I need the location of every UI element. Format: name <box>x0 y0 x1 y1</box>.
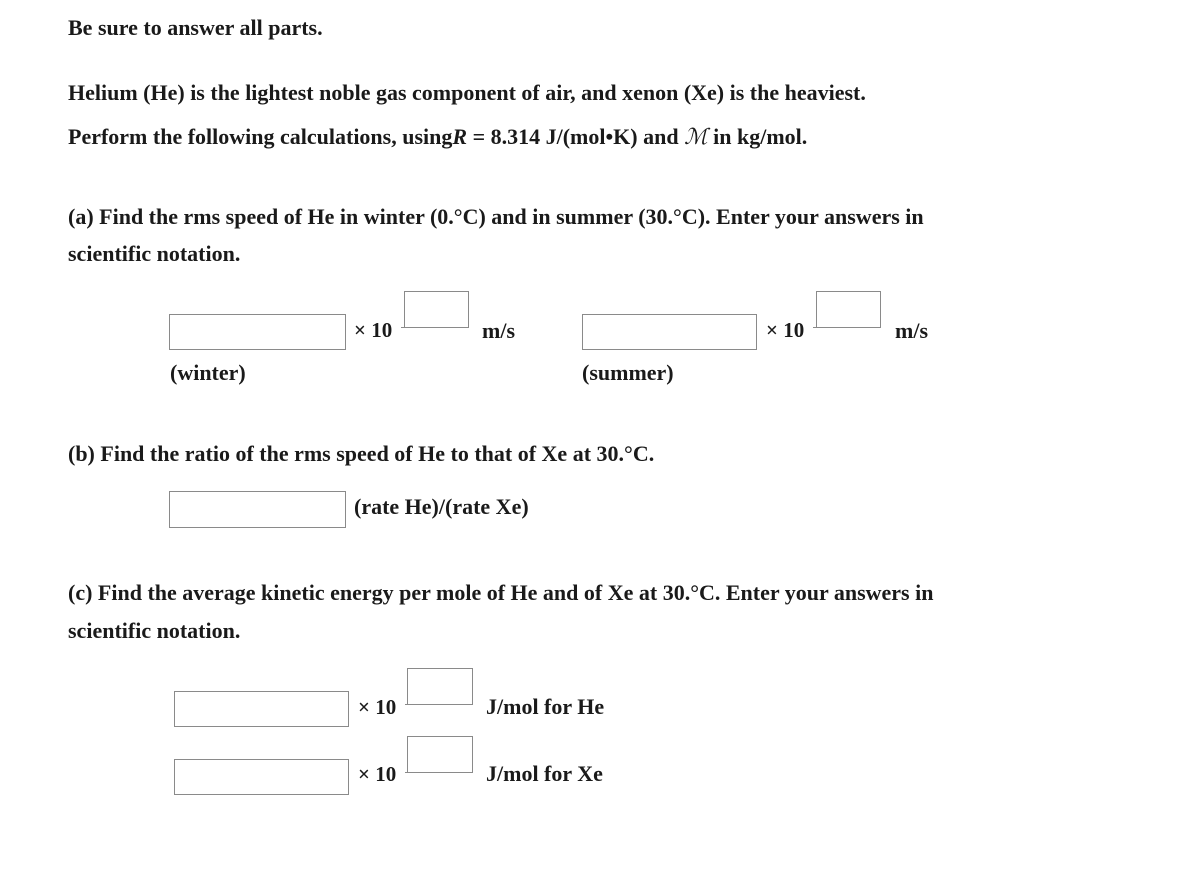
intro-line-2 <box>68 124 807 150</box>
xe-times-ten: × 10 <box>358 762 397 786</box>
he-mantissa-input[interactable] <box>174 691 349 727</box>
intro-line-1: Helium (He) is the lightest noble gas component of air, and xenon (Xe) is the heaviest. <box>68 80 866 105</box>
xe-exponent-input[interactable] <box>407 736 473 773</box>
ratio-unit: (rate He)/(rate Xe) <box>354 494 529 519</box>
winter-times-ten: × 10 <box>354 318 393 342</box>
part-b-question: (b) Find the ratio of the rms speed of He to that of Xe at 30.°C. <box>68 441 655 466</box>
part-a-question-line-2: scientific notation. <box>68 241 241 266</box>
ratio-input[interactable] <box>169 491 346 528</box>
summer-exponent-input[interactable] <box>816 291 881 328</box>
winter-mantissa-input[interactable] <box>169 314 346 350</box>
he-unit: J/mol for He <box>486 694 605 719</box>
summer-label: (summer) <box>582 360 674 385</box>
gas-constant-symbol: R <box>452 124 468 149</box>
xe-unit: J/mol for Xe <box>486 761 603 786</box>
summer-mantissa-input[interactable] <box>582 314 757 350</box>
molar-mass-symbol: ℳ <box>684 124 708 149</box>
instructions-text: Be sure to answer all parts. <box>68 15 323 40</box>
intro-line-2-mid: = 8.314 J/(mol•K) and <box>472 124 679 149</box>
intro-line-2-suffix: in kg/mol. <box>713 124 808 149</box>
part-c-question-line-1: (c) Find the average kinetic energy per mole of He and of Xe at 30.°C. Enter your answers in <box>68 580 934 605</box>
summer-unit: m/s <box>895 318 928 343</box>
he-times-ten: × 10 <box>358 695 397 719</box>
winter-exponent-input[interactable] <box>404 291 469 328</box>
he-exponent-input[interactable] <box>407 668 473 705</box>
winter-unit: m/s <box>482 318 515 343</box>
summer-times-ten: × 10 <box>766 318 805 342</box>
part-c-question-line-2: scientific notation. <box>68 618 241 643</box>
xe-mantissa-input[interactable] <box>174 759 349 795</box>
part-a-question-line-1: (a) Find the rms speed of He in winter (0.°C) and in summer (30.°C). Enter your answers in <box>68 204 924 229</box>
intro-line-2-prefix: Perform the following calculations, using <box>68 124 453 149</box>
winter-label: (winter) <box>170 360 246 385</box>
